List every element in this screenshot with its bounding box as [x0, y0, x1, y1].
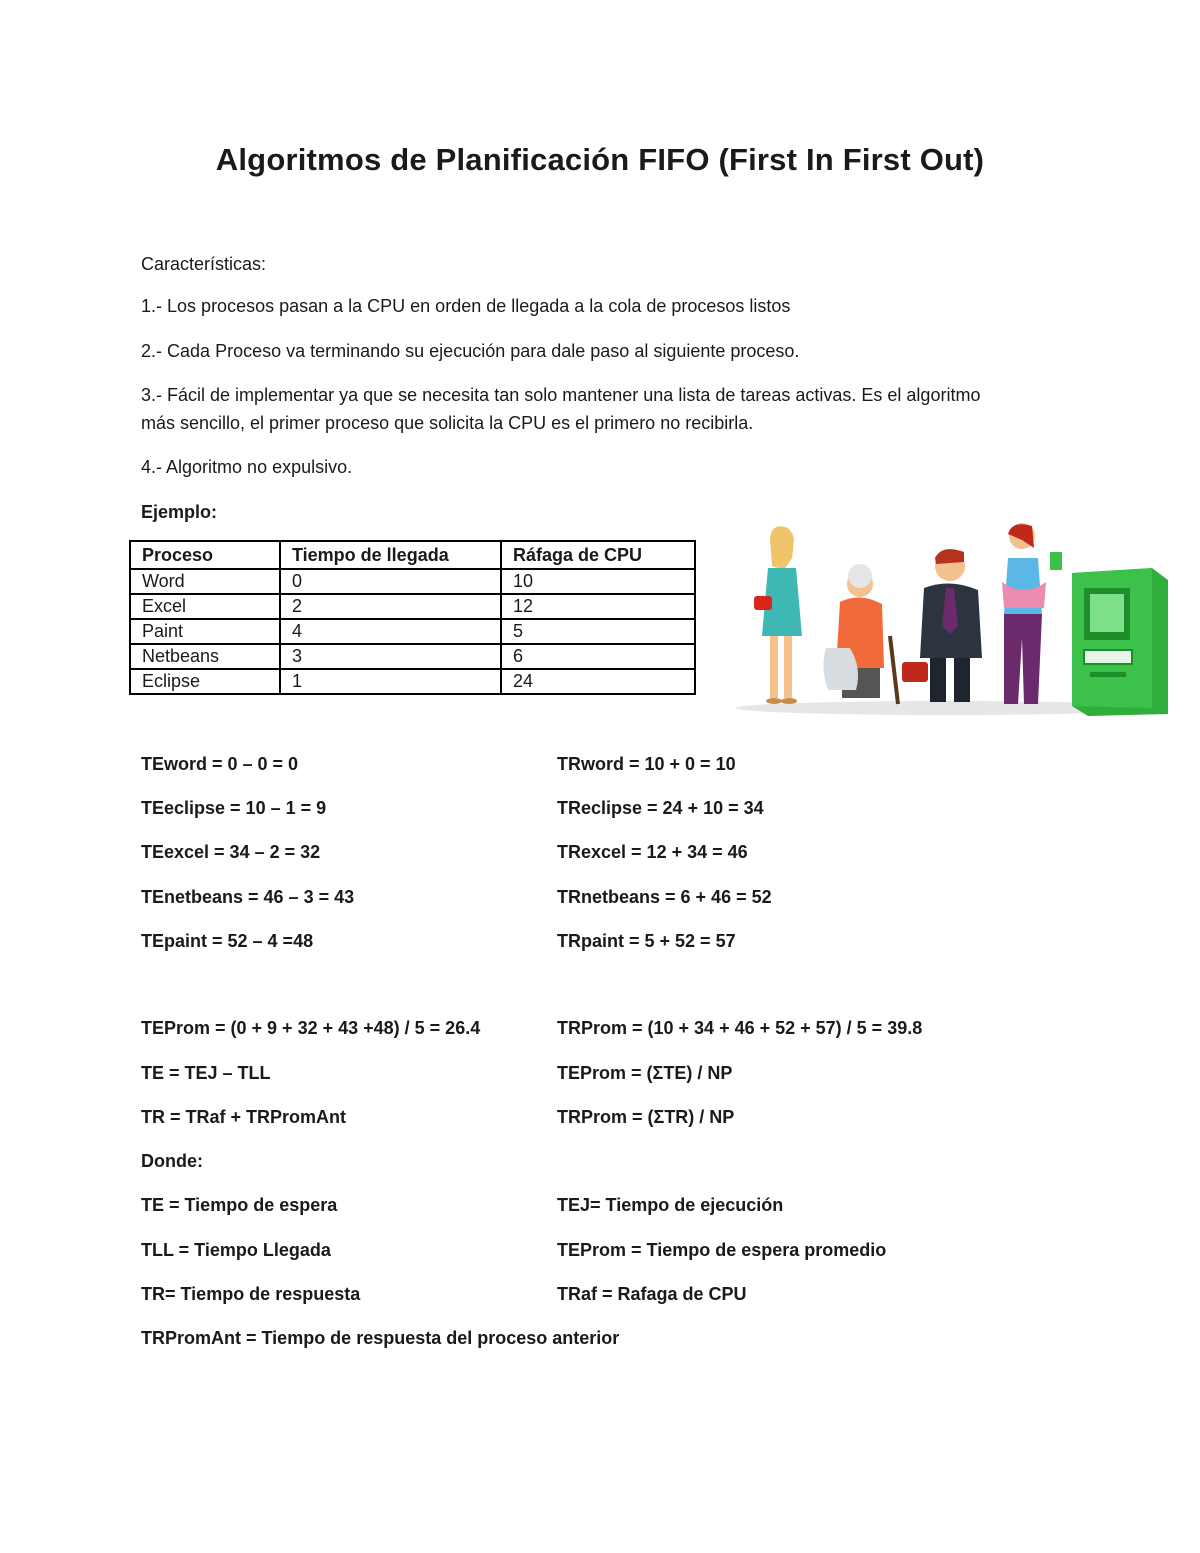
tr-line: TRword = 10 + 0 = 10: [557, 754, 736, 774]
elderly-woman-icon: [823, 564, 898, 704]
table-cell: 4: [280, 619, 501, 644]
te-line: TEnetbeans = 46 – 3 = 43: [141, 887, 355, 907]
queue-atm-illustration: [732, 518, 1172, 720]
tr-line: TRpaint = 5 + 52 = 57: [557, 931, 736, 951]
table-header: Proceso: [130, 541, 280, 569]
donde-label: Donde:: [141, 1151, 203, 1171]
table-cell: 6: [501, 644, 695, 669]
table-cell: 2: [280, 594, 501, 619]
formula-left: TEProm = (0 + 9 + 32 + 43 +48) / 5 = 26.4: [141, 1018, 481, 1038]
list-item: 2.- Cada Proceso va terminando su ejecución para dale paso al siguiente proceso.: [141, 341, 800, 361]
definition: TEJ= Tiempo de ejecución: [557, 1195, 784, 1215]
table-row: [130, 669, 695, 694]
definition: TEProm = Tiempo de espera promedio: [557, 1240, 887, 1260]
caracteristicas-label: Características:: [141, 254, 267, 274]
list-item: 1.- Los procesos pasan a la CPU en orden de llegada a la cola de procesos listos: [141, 296, 791, 316]
table-header-row: [130, 541, 695, 569]
table-row: [130, 619, 695, 644]
definition: TE = Tiempo de espera: [141, 1195, 338, 1215]
table-row: [130, 569, 695, 594]
list-item-continuation: más sencillo, el primer proceso que solicita la CPU es el primero no recibirla.: [141, 413, 754, 433]
formula-right: TEProm = (ΣTE) / NP: [557, 1063, 733, 1083]
list-item: 3.- Fácil de implementar ya que se necesita tan solo mantener una lista de tareas activas. Es el algoritmo: [141, 385, 981, 405]
definition: TRaf = Rafaga de CPU: [557, 1284, 747, 1304]
formula-left: TE = TEJ – TLL: [141, 1063, 271, 1083]
table-cell: 5: [501, 619, 695, 644]
te-line: TEeclipse = 10 – 1 = 9: [141, 798, 327, 818]
list-item: 4.- Algoritmo no expulsivo.: [141, 457, 353, 477]
table-header: Tiempo de llegada: [280, 541, 501, 569]
table-cell: Netbeans: [130, 644, 280, 669]
table-header: Ráfaga de CPU: [501, 541, 695, 569]
table-cell: 10: [501, 569, 695, 594]
table-cell: 0: [280, 569, 501, 594]
formula-left: TR = TRaf + TRPromAnt: [141, 1107, 347, 1127]
tr-line: TReclipse = 24 + 10 = 34: [557, 798, 764, 818]
page-title: Algoritmos de Planificación FIFO (First In First Out): [215, 142, 985, 177]
tr-line: TRnetbeans = 6 + 46 = 52: [557, 887, 772, 907]
table-cell: 12: [501, 594, 695, 619]
woman-teal-dress-icon: [754, 526, 802, 704]
table-cell: Word: [130, 569, 280, 594]
formula-right: TRProm = (10 + 34 + 46 + 52 + 57) / 5 = 39.8: [557, 1018, 923, 1038]
definition: TLL = Tiempo Llegada: [141, 1240, 331, 1260]
te-line: TEexcel = 34 – 2 = 32: [141, 842, 321, 862]
table-cell: Excel: [130, 594, 280, 619]
table-cell: Paint: [130, 619, 280, 644]
ejemplo-label: Ejemplo:: [141, 502, 218, 522]
atm-icon: [1072, 568, 1168, 716]
te-line: TEpaint = 52 – 4 =48: [141, 931, 314, 951]
te-line: TEword = 0 – 0 = 0: [141, 754, 299, 774]
table-cell: Eclipse: [130, 669, 280, 694]
table-row: [130, 644, 695, 669]
tr-line: TRexcel = 12 + 34 = 46: [557, 842, 748, 862]
definition: TR= Tiempo de respuesta: [141, 1284, 361, 1304]
table-cell: 1: [280, 669, 501, 694]
table-cell: 24: [501, 669, 695, 694]
businessman-icon: [902, 549, 982, 702]
process-table: [129, 540, 696, 695]
formula-right: TRProm = (ΣTR) / NP: [557, 1107, 735, 1127]
table-row: [130, 594, 695, 619]
woman-phone-icon: [1002, 523, 1062, 704]
table-cell: 3: [280, 644, 501, 669]
definition: TRPromAnt = Tiempo de respuesta del proceso anterior: [141, 1328, 620, 1348]
